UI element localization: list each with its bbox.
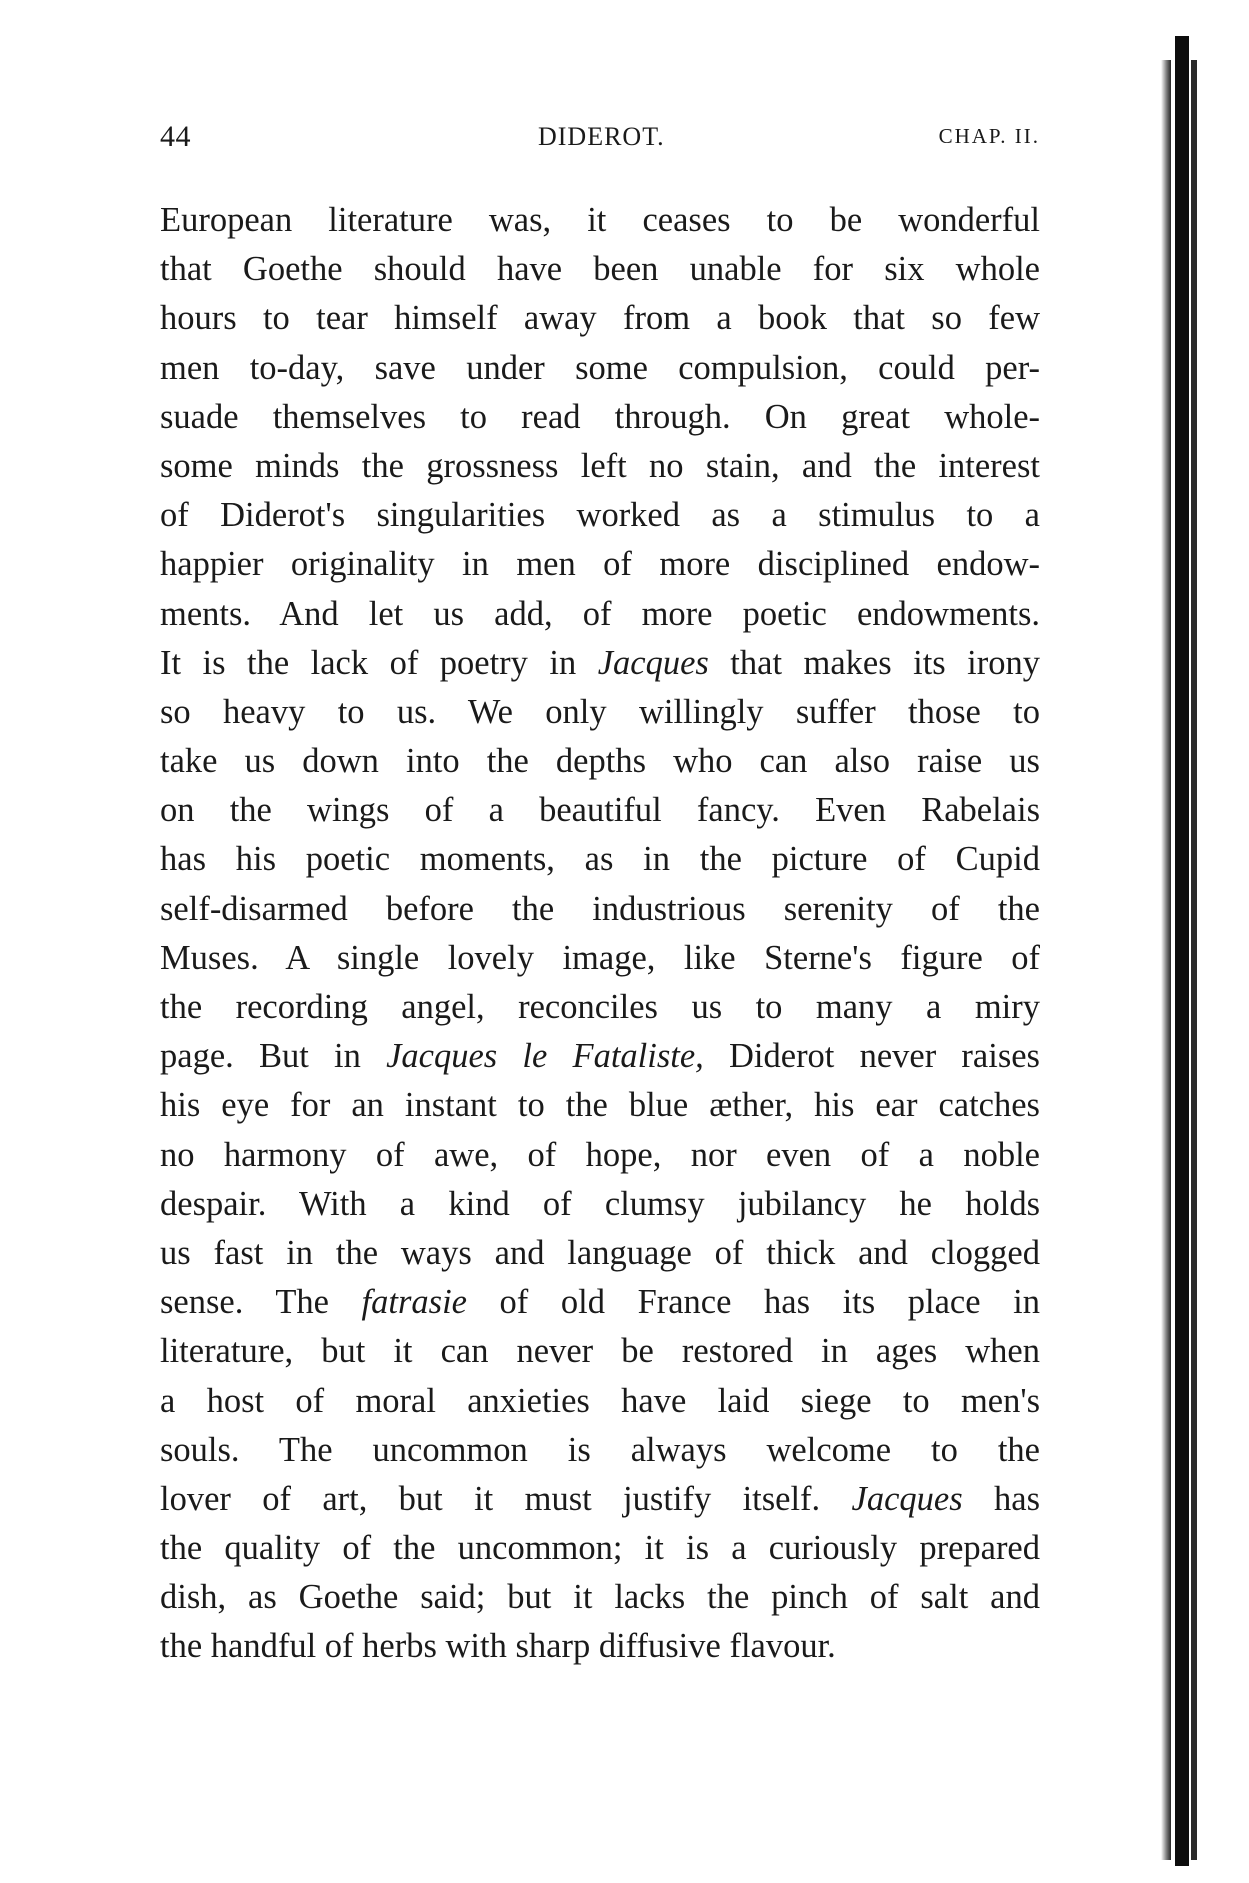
text-line [160, 590, 1040, 639]
text-run: page. But in [160, 1037, 387, 1076]
text-line [160, 393, 1040, 442]
text-run: that Goethe should have been unable for six whole [160, 250, 1040, 289]
text-line [160, 737, 1040, 786]
text-line [160, 1131, 1040, 1180]
page-header [160, 120, 1040, 160]
body-text [160, 196, 1040, 1672]
text-run: has [962, 1479, 1040, 1518]
text-run: suade themselves to read through. On great whole- [160, 397, 1040, 436]
text-run: despair. With a kind of clumsy jubilancy he holds [160, 1184, 1040, 1223]
text-line [160, 1524, 1040, 1573]
text-run: of old France has its place in [466, 1283, 1040, 1322]
text-run: that makes its irony [708, 643, 1040, 682]
text-line [160, 1377, 1040, 1426]
text-line [160, 1278, 1040, 1327]
text-run: the handful of herbs with sharp diffusive flavour. [160, 1627, 836, 1666]
italic-title: Jacques le Fataliste, [386, 1037, 704, 1076]
text-line [160, 196, 1040, 245]
text-line [160, 1475, 1040, 1524]
text-run: happier originality in men of more disciplined endow- [160, 545, 1040, 584]
text-line [160, 934, 1040, 983]
text-run: self-disarmed before the industrious serenity of the [160, 889, 1040, 928]
text-run: a host of moral anxieties have laid siege to men's [160, 1381, 1040, 1420]
text-line [160, 1573, 1040, 1622]
chapter-label: CHAP. II. [938, 124, 1040, 148]
text-run: dish, as Goethe said; but it lacks the pinch of salt and [160, 1578, 1040, 1617]
text-line [160, 1032, 1040, 1081]
text-line [160, 1622, 1040, 1671]
text-line [160, 1426, 1040, 1475]
text-line [160, 245, 1040, 294]
text-line [160, 1180, 1040, 1229]
text-run: literature, but it can never be restored in ages when [160, 1332, 1040, 1371]
page-number: 44 [160, 120, 191, 153]
text-run: hours to tear himself away from a book that so few [160, 299, 1040, 338]
text-run: sense. The [160, 1283, 362, 1322]
text-run: Diderot never raises [703, 1037, 1040, 1076]
text-line [160, 983, 1040, 1032]
text-run: Muses. A single lovely image, like Sterne's figure of [160, 938, 1040, 977]
text-line [160, 786, 1040, 835]
text-run: some minds the grossness left no stain, and the interest [160, 446, 1040, 485]
text-run: ments. And let us add, of more poetic endowments. [160, 594, 1040, 633]
text-run: so heavy to us. We only willingly suffer those to [160, 692, 1040, 731]
italic-title: fatrasie [361, 1283, 467, 1322]
text-run: souls. The uncommon is always welcome to the [160, 1430, 1040, 1469]
text-line [160, 639, 1040, 688]
text-line [160, 1081, 1040, 1130]
text-run: men to-day, save under some compulsion, could per- [160, 348, 1040, 387]
text-line [160, 294, 1040, 343]
italic-title: Jacques [597, 643, 709, 682]
text-run: no harmony of awe, of hope, nor even of a noble [160, 1135, 1040, 1174]
text-run: lover of art, but it must justify itself. [160, 1479, 852, 1518]
text-line [160, 1327, 1040, 1376]
text-line [160, 442, 1040, 491]
binding-edge [1175, 36, 1189, 1866]
running-title: DIDEROT. [538, 122, 665, 151]
text-run: the recording angel, reconciles us to many a miry [160, 988, 1040, 1026]
text-line [160, 491, 1040, 540]
text-run: his eye for an instant to the blue æther, his ear catches [160, 1086, 1040, 1125]
text-run: the quality of the uncommon; it is a curiously prepared [160, 1529, 1040, 1568]
text-run: of Diderot's singularities worked as a stimulus to a [160, 496, 1040, 535]
binding-shadow [1161, 60, 1171, 1860]
text-run: European literature was, it ceases to be wonderful [160, 201, 1040, 239]
text-line [160, 835, 1040, 884]
text-line [160, 885, 1040, 934]
text-run: on the wings of a beautiful fancy. Even Rabelais [160, 791, 1040, 830]
text-line [160, 344, 1040, 393]
binding-edge-outer [1191, 60, 1197, 1860]
text-line [160, 1229, 1040, 1278]
text-line [160, 540, 1040, 589]
italic-title: Jacques [851, 1479, 963, 1518]
text-run: us fast in the ways and language of thick and clogged [160, 1233, 1040, 1272]
text-run: has his poetic moments, as in the picture of Cupid [160, 840, 1040, 879]
text-run: It is the lack of poetry in [160, 643, 598, 682]
text-line [160, 688, 1040, 737]
text-run: take us down into the depths who can also raise us [160, 742, 1040, 781]
